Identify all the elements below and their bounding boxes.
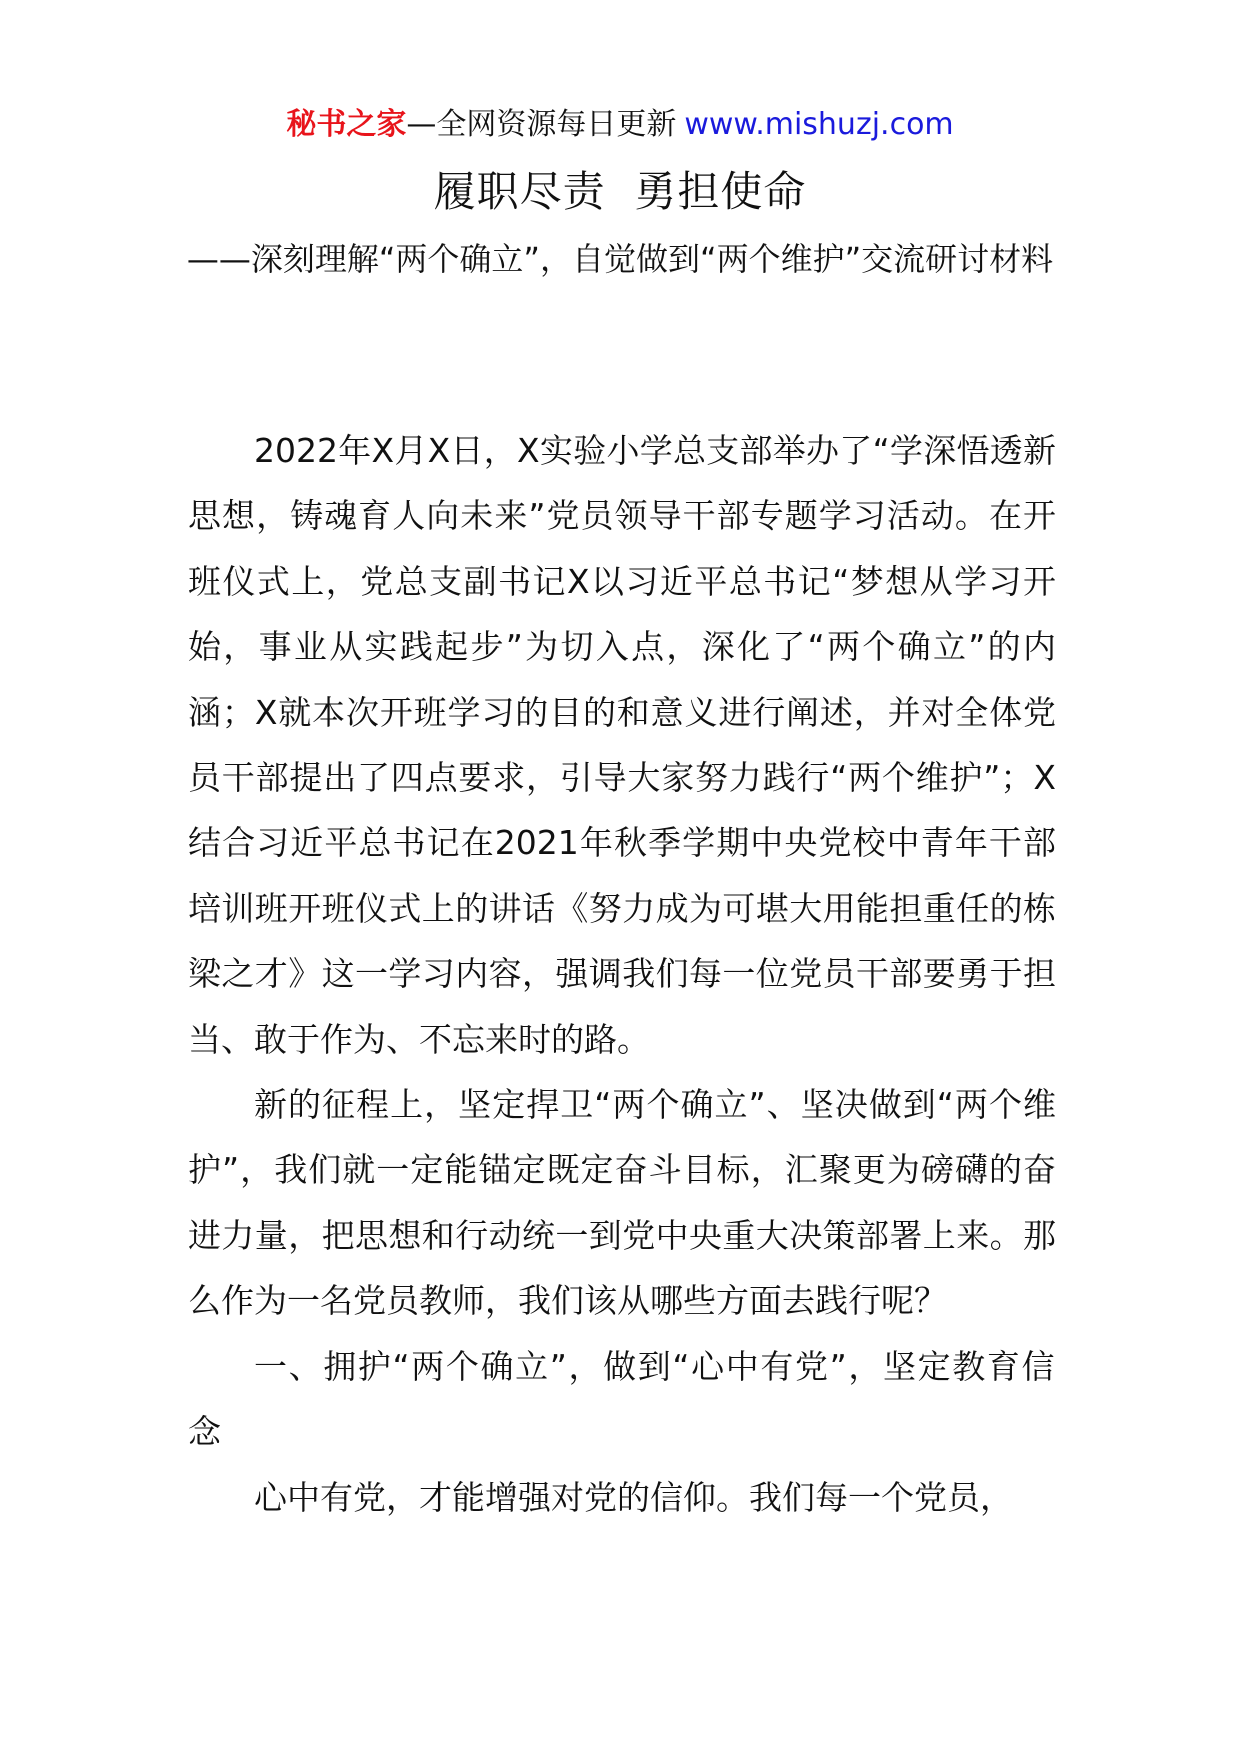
site-url-link[interactable]: www.mishuzj.com (684, 107, 954, 142)
body-paragraph: 新的征程上，坚定捍卫“两个确立”、坚决做到“两个维护”，我们就一定能锚定既定奋斗目标，汇聚更为磅礴的奋进力量，把思想和行动统一到党中央重大决策部署上来。那么作为一名党员教师，我们该从哪些方面去践行呢？ (188, 1085, 1056, 1321)
banner-tagline: —全网资源每日更新 (406, 107, 677, 142)
document-subtitle: ——深刻理解“两个确立”，自觉做到“两个维护”交流研讨材料 (186, 240, 1054, 278)
body-paragraph: 2022年X月X日，X实验小学总支部举办了“学深悟透新思想，铸魂育人向未来”党员领导干部专题学习活动。在开班仪式上，党总支副书记X以习近平总书记“梦想从学习开始，事业从实践起步”为切入点，深化了“两个确立”的内涵；X就本次开班学习的目的和意义进行阐述，并对全体党员干部提出了四点要求，引导大家努力践行“两个维护”；X结合习近平总书记在2021年秋季学期中央党校中青年干部培训班开班仪式上的讲话《努力成为可堪大用能担重任的栋梁之才》这一学习内容，强调我们每一位党员干部要勇于担当、敢于作为、不忘来时的路。 (188, 431, 1056, 1059)
section-heading: 一、拥护“两个确立”，做到“心中有党”，坚定教育信念 (188, 1346, 1056, 1452)
header-banner (0, 100, 1240, 150)
brand-name: 秘书之家 (286, 107, 407, 142)
body-paragraph: 心中有党，才能增强对党的信仰。我们每一个党员， (254, 1477, 1013, 1517)
document-body (188, 418, 1056, 1530)
document-title: 履职尽责 勇担使命 (433, 167, 807, 216)
